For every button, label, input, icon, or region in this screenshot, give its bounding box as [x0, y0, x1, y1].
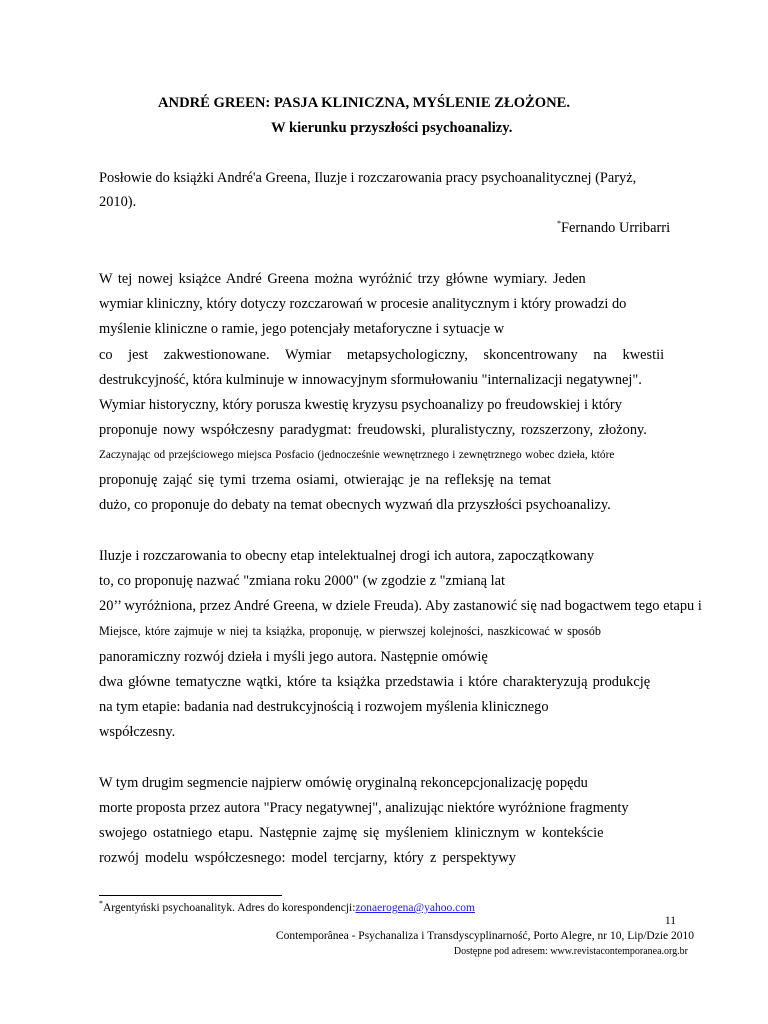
p2-line-1: Iluzje i rozczarowania to obecny etap intelektualnej drogi ich autora, zapoczątkowany	[99, 548, 595, 564]
intro-line-1: Posłowie do książki André'a Greena, Iluzje i rozczarowania pracy psychoanalitycznej (Paryż,	[99, 170, 637, 186]
p2-line-2: to, co proponuję nazwać "zmiana roku 2000" (w zgodzie z "zmianą lat	[99, 573, 506, 589]
p1-line-2: wymiar kliniczny, który dotyczy rozczarowań w procesie analitycznym i który prowadzi do	[99, 296, 627, 312]
p3-line-3: swojego ostatniego etapu. Następnie zajmę się myśleniem klinicznym w kontekście	[99, 825, 604, 841]
p1-line-10: dużo, co proponuje do debaty na temat obecnych wyzwań dla przyszłości psychoanalizy.	[99, 497, 611, 513]
availability-footer: Dostępne pod adresem: www.revistacontemporanea.org.br	[453, 946, 688, 957]
p2-line-3: 20’’ wyróżniona, przez André Greena, w dziele Freuda). Aby zastanowić się nad bogactwem tego etapu i	[99, 598, 702, 614]
p2-line-4: Miejsce, które zajmuje w niej ta książka, proponuję, w pierwszej kolejności, naszkicować w sposób	[99, 624, 601, 638]
p1-line-9: proponuję zająć się tymi trzema osiami, otwierając je na refleksję na temat	[99, 472, 551, 488]
p1-line-7: proponuje nowy współczesny paradygmat: freudowski, pluralistyczny, rozszerzony, złożony.	[99, 422, 647, 438]
footnote: *Argentyński psychoanalityk. Adres do korespondencji:zonaerogena@yahoo.com	[99, 899, 475, 914]
p1-line-4: co jest zakwestionowane. Wymiar metapsychologiczny, skoncentrowany na kwestii	[99, 347, 665, 363]
email-link[interactable]: zonaerogena@yahoo.com	[355, 902, 475, 914]
p1-line-3: myślenie kliniczne o ramie, jego potencjały metaforyczne i sytuacje w	[99, 321, 505, 337]
p3-line-2: morte proposta przez autora "Pracy negatywnej", analizując niektóre wyróżnione fragmenty	[99, 800, 629, 816]
p1-line-5: destrukcyjność, która kulminuje w innowacyjnym sformułowaniu "internalizacji negatywnej".	[99, 372, 642, 388]
p2-line-6: dwa główne tematyczne wątki, które ta książka przedstawia i które charakteryzują produkcję	[99, 674, 651, 690]
page-number: 11	[664, 915, 676, 927]
intro-line-2: 2010).	[99, 194, 137, 210]
p3-line-1: W tym drugim segmencie najpierw omówię oryginalną rekoncepcjonalizację popędu	[99, 775, 588, 791]
p2-line-5: panoramiczny rozwój dzieła i myśli jego autora. Następnie omówię	[99, 649, 488, 665]
p1-line-8: Zaczynając od przejściowego miejsca Posfacio (jednocześnie wewnętrznego i zewnętrznego wobec dzieła, które	[99, 449, 615, 461]
p2-line-7: na tym etapie: badania nad destrukcyjnością i rozwojem myślenia klinicznego	[99, 699, 549, 715]
p2-line-8: współczesny.	[99, 724, 176, 740]
p1-line-6: Wymiar historyczny, który porusza kwestię kryzysu psychoanalizy po freudowskiej i który	[99, 397, 622, 413]
journal-footer: Contemporânea - Psychanaliza i Transdyscyplinarność, Porto Alegre, nr 10, Lip/Dzie 2010	[275, 930, 694, 942]
title-line-1: ANDRÉ GREEN: PASJA KLINICZNA, MYŚLENIE ZŁOŻONE.	[158, 95, 571, 111]
title-line-2: W kierunku przyszłości psychoanalizy.	[271, 120, 513, 136]
p1-line-1: W tej nowej książce André Greena można wyróżnić trzy główne wymiary. Jeden	[99, 271, 586, 287]
footnote-divider	[99, 895, 282, 896]
footnote-text: Argentyński psychoanalityk. Adres do korespondencji:	[103, 902, 356, 914]
p3-line-4: rozwój modelu współczesnego: model tercjarny, który z perspektywy	[99, 850, 516, 866]
author-name: *Fernando Urribarri	[557, 219, 671, 236]
